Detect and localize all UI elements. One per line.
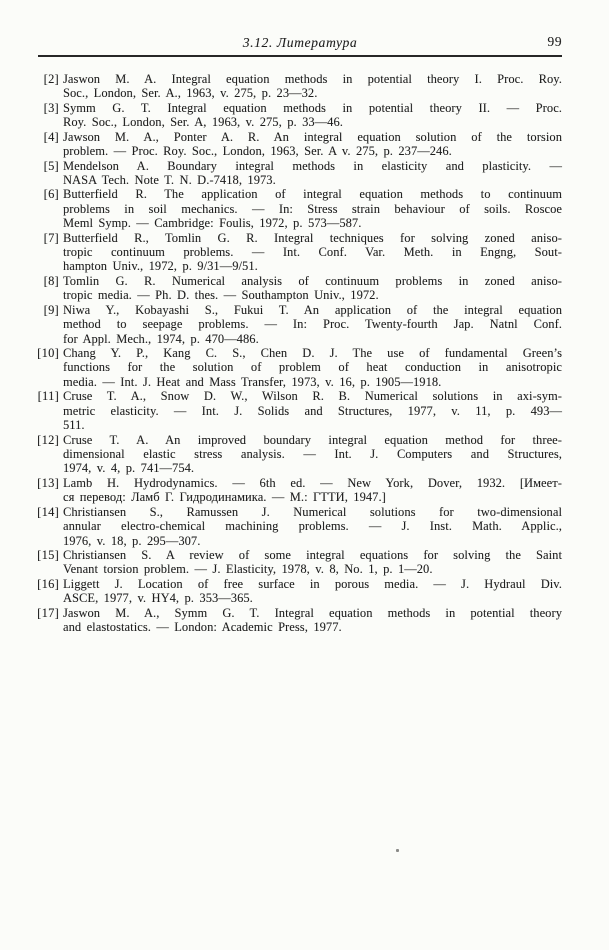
reference-entry <box>34 231 562 274</box>
reference-number: [11] <box>37 389 59 404</box>
reference-line: Chang Y. P., Kang C. S., Chen D. J. The use of fundamental Green’s <box>63 346 562 361</box>
reference-entry <box>34 476 562 505</box>
reference-number: [10] <box>37 346 59 361</box>
reference-entry <box>34 433 562 476</box>
reference-number: [13] <box>37 475 59 490</box>
reference-line: ASCE, 1977, v. HY4, p. 353—365. <box>63 591 253 606</box>
reference-entry <box>34 159 562 188</box>
reference-line: dimensional elastic stress analysis. — Int. J. Computers and Structures, <box>63 446 562 461</box>
reference-number: [16] <box>37 576 59 591</box>
reference-line: annular electro-chemical machining problems. — J. Inst. Math. Applic., <box>63 519 562 534</box>
reference-line: Jawson M. A., Ponter A. R. An integral equation solution of the torsion <box>63 129 562 144</box>
reference-entry <box>34 130 562 159</box>
reference-number: [2] <box>43 72 59 86</box>
reference-entry <box>34 505 562 548</box>
reference-entry <box>34 548 562 577</box>
reference-line: Butterfield R. The application of integral equation methods to continuum <box>63 187 562 202</box>
section-title: 3.12. Литература <box>242 35 358 50</box>
reference-number: [14] <box>37 504 59 519</box>
reference-entry <box>34 389 562 432</box>
reference-line: functions for the solution of problem of heat conduction in anisotropic <box>63 360 562 375</box>
reference-line: for Appl. Mech., 1974, p. 470—486. <box>63 331 259 346</box>
scan-speck <box>396 849 399 852</box>
reference-entry <box>34 101 562 130</box>
reference-line: hampton Univ., 1972, p. 9/31—9/51. <box>63 259 258 274</box>
reference-line: Liggett J. Location of free surface in porous media. — J. Hydraul Div. <box>63 576 562 591</box>
reference-line: Cruse T. A., Snow D. W., Wilson R. B. Numerical solutions in axi-sym- <box>63 389 562 404</box>
reference-line: 511. <box>63 418 85 433</box>
reference-number: [12] <box>37 432 59 447</box>
reference-line: Niwa Y., Kobayashi S., Fukui T. An application of the integral equation <box>63 302 562 317</box>
reference-line: Christiansen S., Ramussen J. Numerical solutions for two-dimensional <box>63 504 562 519</box>
reference-entry <box>34 187 562 230</box>
reference-line: method to seepage problems. — In: Proc. Twenty-fourth Jap. Natnl Conf. <box>63 317 562 332</box>
reference-number: [4] <box>43 129 59 144</box>
reference-line: problem. — Proc. Roy. Soc., London, 1963, Ser. A v. 275, p. 237—246. <box>63 144 452 159</box>
reference-line: tropic media. — Ph. D. thes. — Southampton Univ., 1972. <box>63 288 379 303</box>
reference-entry <box>34 346 562 389</box>
reference-line: tropic continuum problems. — Int. Conf. Var. Meth. in Engng, Sout- <box>63 245 562 260</box>
reference-line: Symm G. T. Integral equation methods in potential theory II. — Proc. <box>63 100 562 115</box>
reference-line: Soc., London, Ser. A., 1963, v. 275, p. 23—32. <box>63 86 318 101</box>
reference-line: ся перевод: Ламб Г. Гидродинамика. — М.: ГТТИ, 1947.] <box>63 490 386 505</box>
reference-number: [15] <box>37 547 59 562</box>
reference-line: Meml Symp. — Cambridge: Foulis, 1972, p. 573—587. <box>63 216 362 231</box>
reference-entry <box>34 577 562 606</box>
reference-number: [8] <box>43 273 59 288</box>
reference-entry <box>34 274 562 303</box>
reference-number: [7] <box>43 230 59 245</box>
reference-number: [5] <box>43 158 59 173</box>
reference-line: Cruse T. A. An improved boundary integral equation method for three- <box>63 432 562 447</box>
reference-line: Jaswon M. A., Symm G. T. Integral equation methods in potential theory <box>63 605 562 620</box>
reference-line: Tomlin G. R. Numerical analysis of continuum problems in zoned aniso- <box>63 273 562 288</box>
reference-number: [6] <box>43 187 59 202</box>
reference-line: 1976, v. 18, p. 295—307. <box>63 533 201 548</box>
header-rule <box>38 55 562 57</box>
reference-line: Lamb H. Hydrodynamics. — 6th ed. — New York, Dover, 1932. [Имеет- <box>63 475 562 490</box>
reference-line: Butterfield R., Tomlin G. R. Integral techniques for solving zoned aniso- <box>63 230 562 245</box>
reference-number: [3] <box>43 100 59 115</box>
reference-line: Venant torsion problem. — J. Elasticity, 1978, v. 8, No. 1, p. 1—20. <box>63 562 433 577</box>
reference-line: media. — Int. J. Heat and Mass Transfer, 1973, v. 16, p. 1905—1918. <box>63 374 442 389</box>
reference-line: Jaswon M. A. Integral equation methods in potential theory I. Proc. Roy. <box>63 72 562 86</box>
reference-line: Christiansen S. A review of some integral equations for solving the Saint <box>63 547 562 562</box>
reference-number: [9] <box>43 302 59 317</box>
reference-line: and elastostatics. — London: Academic Press, 1977. <box>63 620 342 635</box>
references-list <box>34 72 562 634</box>
reference-line: 1974, v. 4, p. 741—754. <box>63 461 195 476</box>
reference-line: NASA Tech. Note T. N. D.-7418, 1973. <box>63 172 276 187</box>
reference-entry <box>34 606 562 635</box>
reference-line: metric elasticity. — Int. J. Solids and Structures, 1977, v. 11, p. 493— <box>63 403 562 418</box>
reference-line: Mendelson A. Boundary integral methods in elasticity and plasticity. — <box>63 158 562 173</box>
reference-line: problems in soil mechanics. — In: Stress strain behaviour of soils. Roscoe <box>63 201 562 216</box>
reference-number: [17] <box>37 605 59 620</box>
reference-entry <box>34 72 562 101</box>
page-number: 99 <box>547 34 562 49</box>
reference-line: Roy. Soc., London, Ser. A, 1963, v. 275, p. 33—46. <box>63 115 343 130</box>
reference-entry <box>34 303 562 346</box>
